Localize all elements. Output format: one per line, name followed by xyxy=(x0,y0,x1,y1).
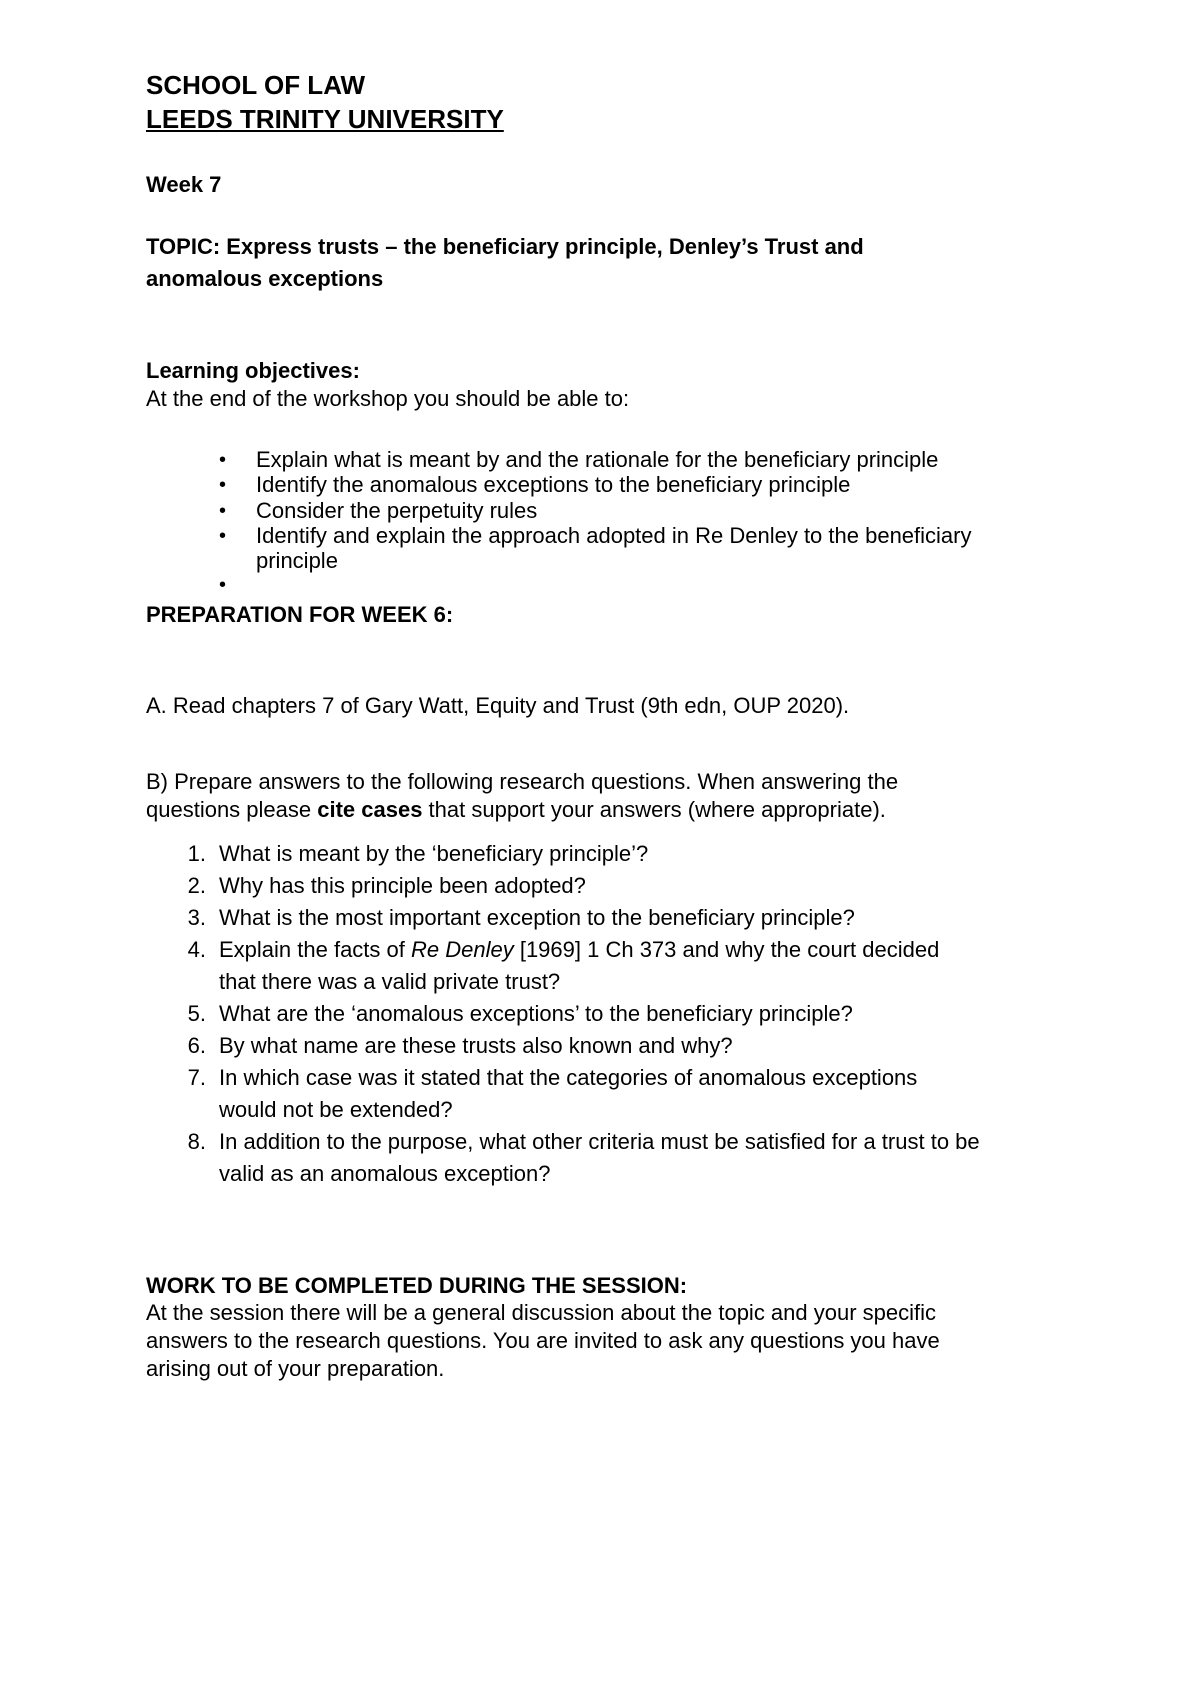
question-item: In which case was it stated that the categories of anomalous exceptions xyxy=(219,1065,918,1090)
school-heading: SCHOOL OF LAW xyxy=(146,70,366,100)
question-number: 2. xyxy=(187,873,206,898)
objective-item-continuation: principle xyxy=(256,548,338,573)
question-item-continuation: that there was a valid private trust? xyxy=(219,969,561,994)
university-heading: LEEDS TRINITY UNIVERSITY xyxy=(146,104,504,134)
prepare-text: questions please xyxy=(146,797,318,822)
question-item-continuation: valid as an anomalous exception? xyxy=(219,1161,551,1186)
question-text: Explain the facts of xyxy=(219,937,411,962)
question-item: By what name are these trusts also known and why? xyxy=(219,1033,733,1058)
objective-item: Explain what is meant by and the rationale for the beneficiary principle xyxy=(256,447,939,472)
topic-line-1: TOPIC: Express trusts – the beneficiary principle, Denley’s Trust and xyxy=(146,234,864,259)
prepare-text: that support your answers (where appropriate). xyxy=(422,797,886,822)
objective-item: Identify the anomalous exceptions to the beneficiary principle xyxy=(256,472,851,497)
question-number: 7. xyxy=(187,1065,206,1090)
session-text-line-3: arising out of your preparation. xyxy=(146,1356,445,1381)
objectives-heading: Learning objectives: xyxy=(146,358,360,383)
preparation-heading: PREPARATION FOR WEEK 6: xyxy=(146,602,454,627)
question-text: [1969] 1 Ch 373 and why the court decided xyxy=(513,937,940,962)
objective-item: Identify and explain the approach adopted in Re Denley to the beneficiary xyxy=(256,523,972,548)
prepare-instruction-line-2 xyxy=(146,797,886,823)
question-item-continuation: would not be extended? xyxy=(219,1097,453,1122)
cite-cases-emphasis: cite cases xyxy=(317,797,423,822)
session-heading: WORK TO BE COMPLETED DURING THE SESSION: xyxy=(146,1273,688,1298)
question-item: What is the most important exception to the beneficiary principle? xyxy=(219,905,855,930)
question-number: 4. xyxy=(187,937,206,962)
question-number: 3. xyxy=(187,905,206,930)
question-item: Why has this principle been adopted? xyxy=(219,873,586,898)
question-item: In addition to the purpose, what other criteria must be satisfied for a trust to be xyxy=(219,1129,980,1154)
bullet-icon: • xyxy=(219,500,227,522)
bullet-icon: • xyxy=(219,525,227,547)
question-item: What is meant by the ‘beneficiary principle’? xyxy=(219,841,649,866)
question-item xyxy=(219,937,939,963)
question-item: What are the ‘anomalous exceptions’ to the beneficiary principle? xyxy=(219,1001,853,1026)
question-number: 1. xyxy=(187,841,206,866)
prepare-instruction-line-1: B) Prepare answers to the following research questions. When answering the xyxy=(146,769,899,794)
objectives-intro: At the end of the workshop you should be able to: xyxy=(146,386,630,411)
session-text-line-1: At the session there will be a general discussion about the topic and your specific xyxy=(146,1300,937,1325)
question-number: 8. xyxy=(187,1129,206,1154)
bullet-icon: • xyxy=(219,449,227,471)
question-number: 5. xyxy=(187,1001,206,1026)
bullet-icon: • xyxy=(219,474,227,496)
session-text-line-2: answers to the research questions. You are invited to ask any questions you have xyxy=(146,1328,940,1353)
question-number: 6. xyxy=(187,1033,206,1058)
reading-instruction: A. Read chapters 7 of Gary Watt, Equity and Trust (9th edn, OUP 2020). xyxy=(146,693,850,718)
topic-line-2: anomalous exceptions xyxy=(146,266,384,291)
bullet-icon: • xyxy=(219,574,227,596)
week-label: Week 7 xyxy=(146,172,222,197)
objective-item: Consider the perpetuity rules xyxy=(256,498,538,523)
case-name: Re Denley xyxy=(411,937,514,962)
